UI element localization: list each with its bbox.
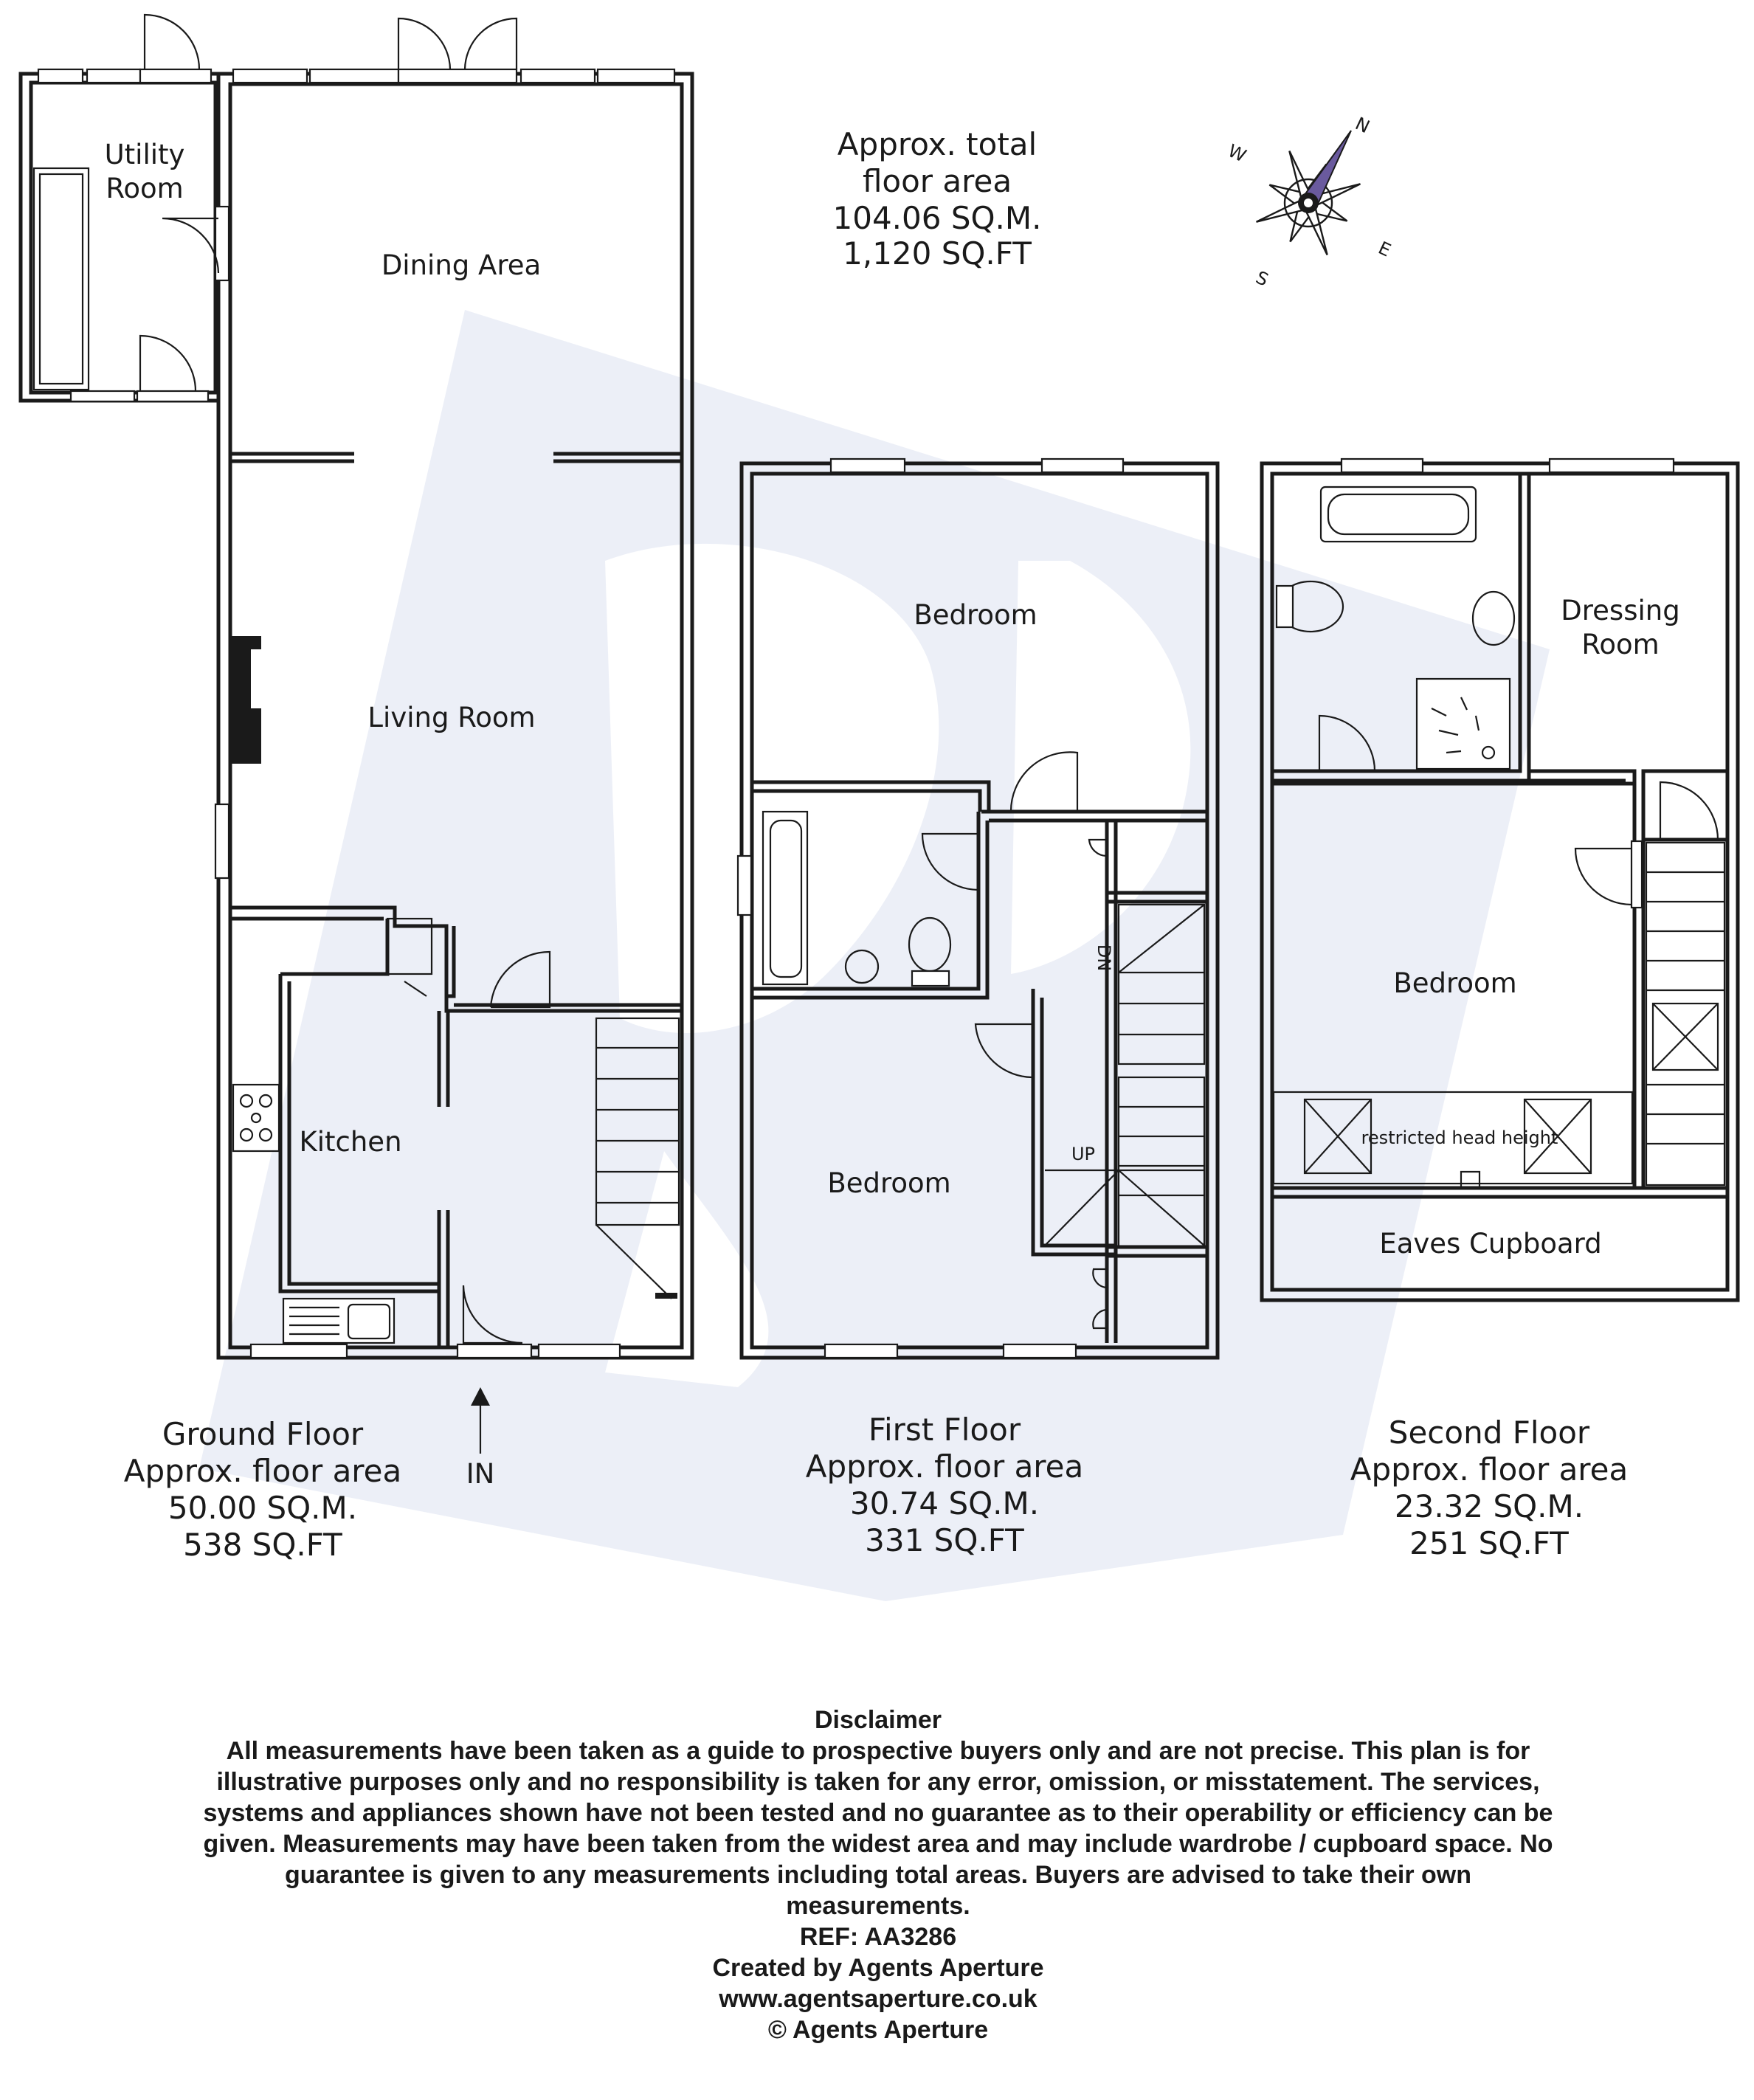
compass-south-label: S bbox=[1252, 266, 1272, 291]
total-area-sqm: 104.06 SQ.M. bbox=[832, 200, 1042, 236]
first-floor-area-label: Approx. floor area bbox=[805, 1448, 1084, 1485]
ground-floor-sqft: 538 SQ.FT bbox=[183, 1527, 342, 1563]
compass-rose bbox=[1225, 113, 1394, 290]
second-floor-area-label: Approx. floor area bbox=[1350, 1451, 1629, 1488]
room-label-utility-1: Utility bbox=[104, 139, 185, 170]
ground-floor-title: Ground Floor bbox=[162, 1416, 364, 1452]
second-floor-sqft: 251 SQ.FT bbox=[1409, 1525, 1569, 1561]
ground-floor-area-label: Approx. floor area bbox=[123, 1453, 402, 1489]
room-label-living: Living Room bbox=[367, 702, 536, 733]
room-label-dining: Dining Area bbox=[381, 249, 542, 281]
disclaimer-created-by: Created by Agents Aperture bbox=[712, 1954, 1044, 1982]
room-label-second-bedroom: Bedroom bbox=[1393, 967, 1517, 999]
compass-north-label: N bbox=[1352, 113, 1373, 138]
restricted-head-height-label: restricted head height bbox=[1361, 1127, 1558, 1148]
room-label-dressing-2: Room bbox=[1581, 629, 1660, 660]
second-floor-sqm: 23.32 SQ.M. bbox=[1394, 1488, 1584, 1524]
total-area-line1: Approx. total bbox=[837, 126, 1037, 162]
room-label-dressing-1: Dressing bbox=[1561, 595, 1680, 626]
room-label-first-bedroom-bottom: Bedroom bbox=[827, 1167, 951, 1199]
room-label-utility-2: Room bbox=[106, 173, 184, 204]
room-label-eaves: Eaves Cupboard bbox=[1379, 1228, 1602, 1260]
room-label-kitchen: Kitchen bbox=[299, 1126, 402, 1158]
disclaimer-body: All measurements have been taken as a guide to prospective buyers only and are not precise. This plan is for illustrative purposes only and no responsibility is taken for any error, omission, or misstatement. The services, systems and appliances shown have not been tested and no guarantee as to their operability or efficiency can be given. Measurements may have been taken from the widest area and may include wardrobe / cupboard space. No guarantee is given to any measurements including total areas. Buyers are advised to take their own measurements. bbox=[203, 1737, 1553, 1920]
disclaimer-heading: Disclaimer bbox=[815, 1706, 942, 1734]
disclaimer-copyright: © Agents Aperture bbox=[767, 2016, 989, 2044]
second-floor-caption bbox=[1350, 1415, 1628, 1561]
ground-floor-sqm: 50.00 SQ.M. bbox=[168, 1490, 358, 1526]
first-floor-sqm: 30.74 SQ.M. bbox=[849, 1485, 1040, 1522]
first-floor-title: First Floor bbox=[868, 1412, 1021, 1448]
stairs-down-label: DN bbox=[1094, 944, 1114, 972]
compass-west-label: W bbox=[1224, 140, 1250, 167]
stairs-up-label: UP bbox=[1071, 1144, 1096, 1164]
first-floor-sqft: 331 SQ.FT bbox=[865, 1522, 1024, 1558]
entrance-label: IN bbox=[466, 1458, 495, 1490]
total-area-line2: floor area bbox=[862, 163, 1012, 199]
total-area-sqft: 1,120 SQ.FT bbox=[843, 235, 1032, 272]
disclaimer-website-link[interactable]: www.agentsaperture.co.uk bbox=[719, 1985, 1037, 2013]
disclaimer-block bbox=[192, 1704, 1564, 2045]
second-floor-title: Second Floor bbox=[1388, 1415, 1590, 1451]
disclaimer-ref: REF: AA3286 bbox=[799, 1923, 957, 1951]
room-label-first-bedroom-top: Bedroom bbox=[914, 599, 1037, 631]
total-area-block bbox=[833, 126, 1042, 272]
compass-east-label: E bbox=[1375, 237, 1395, 261]
